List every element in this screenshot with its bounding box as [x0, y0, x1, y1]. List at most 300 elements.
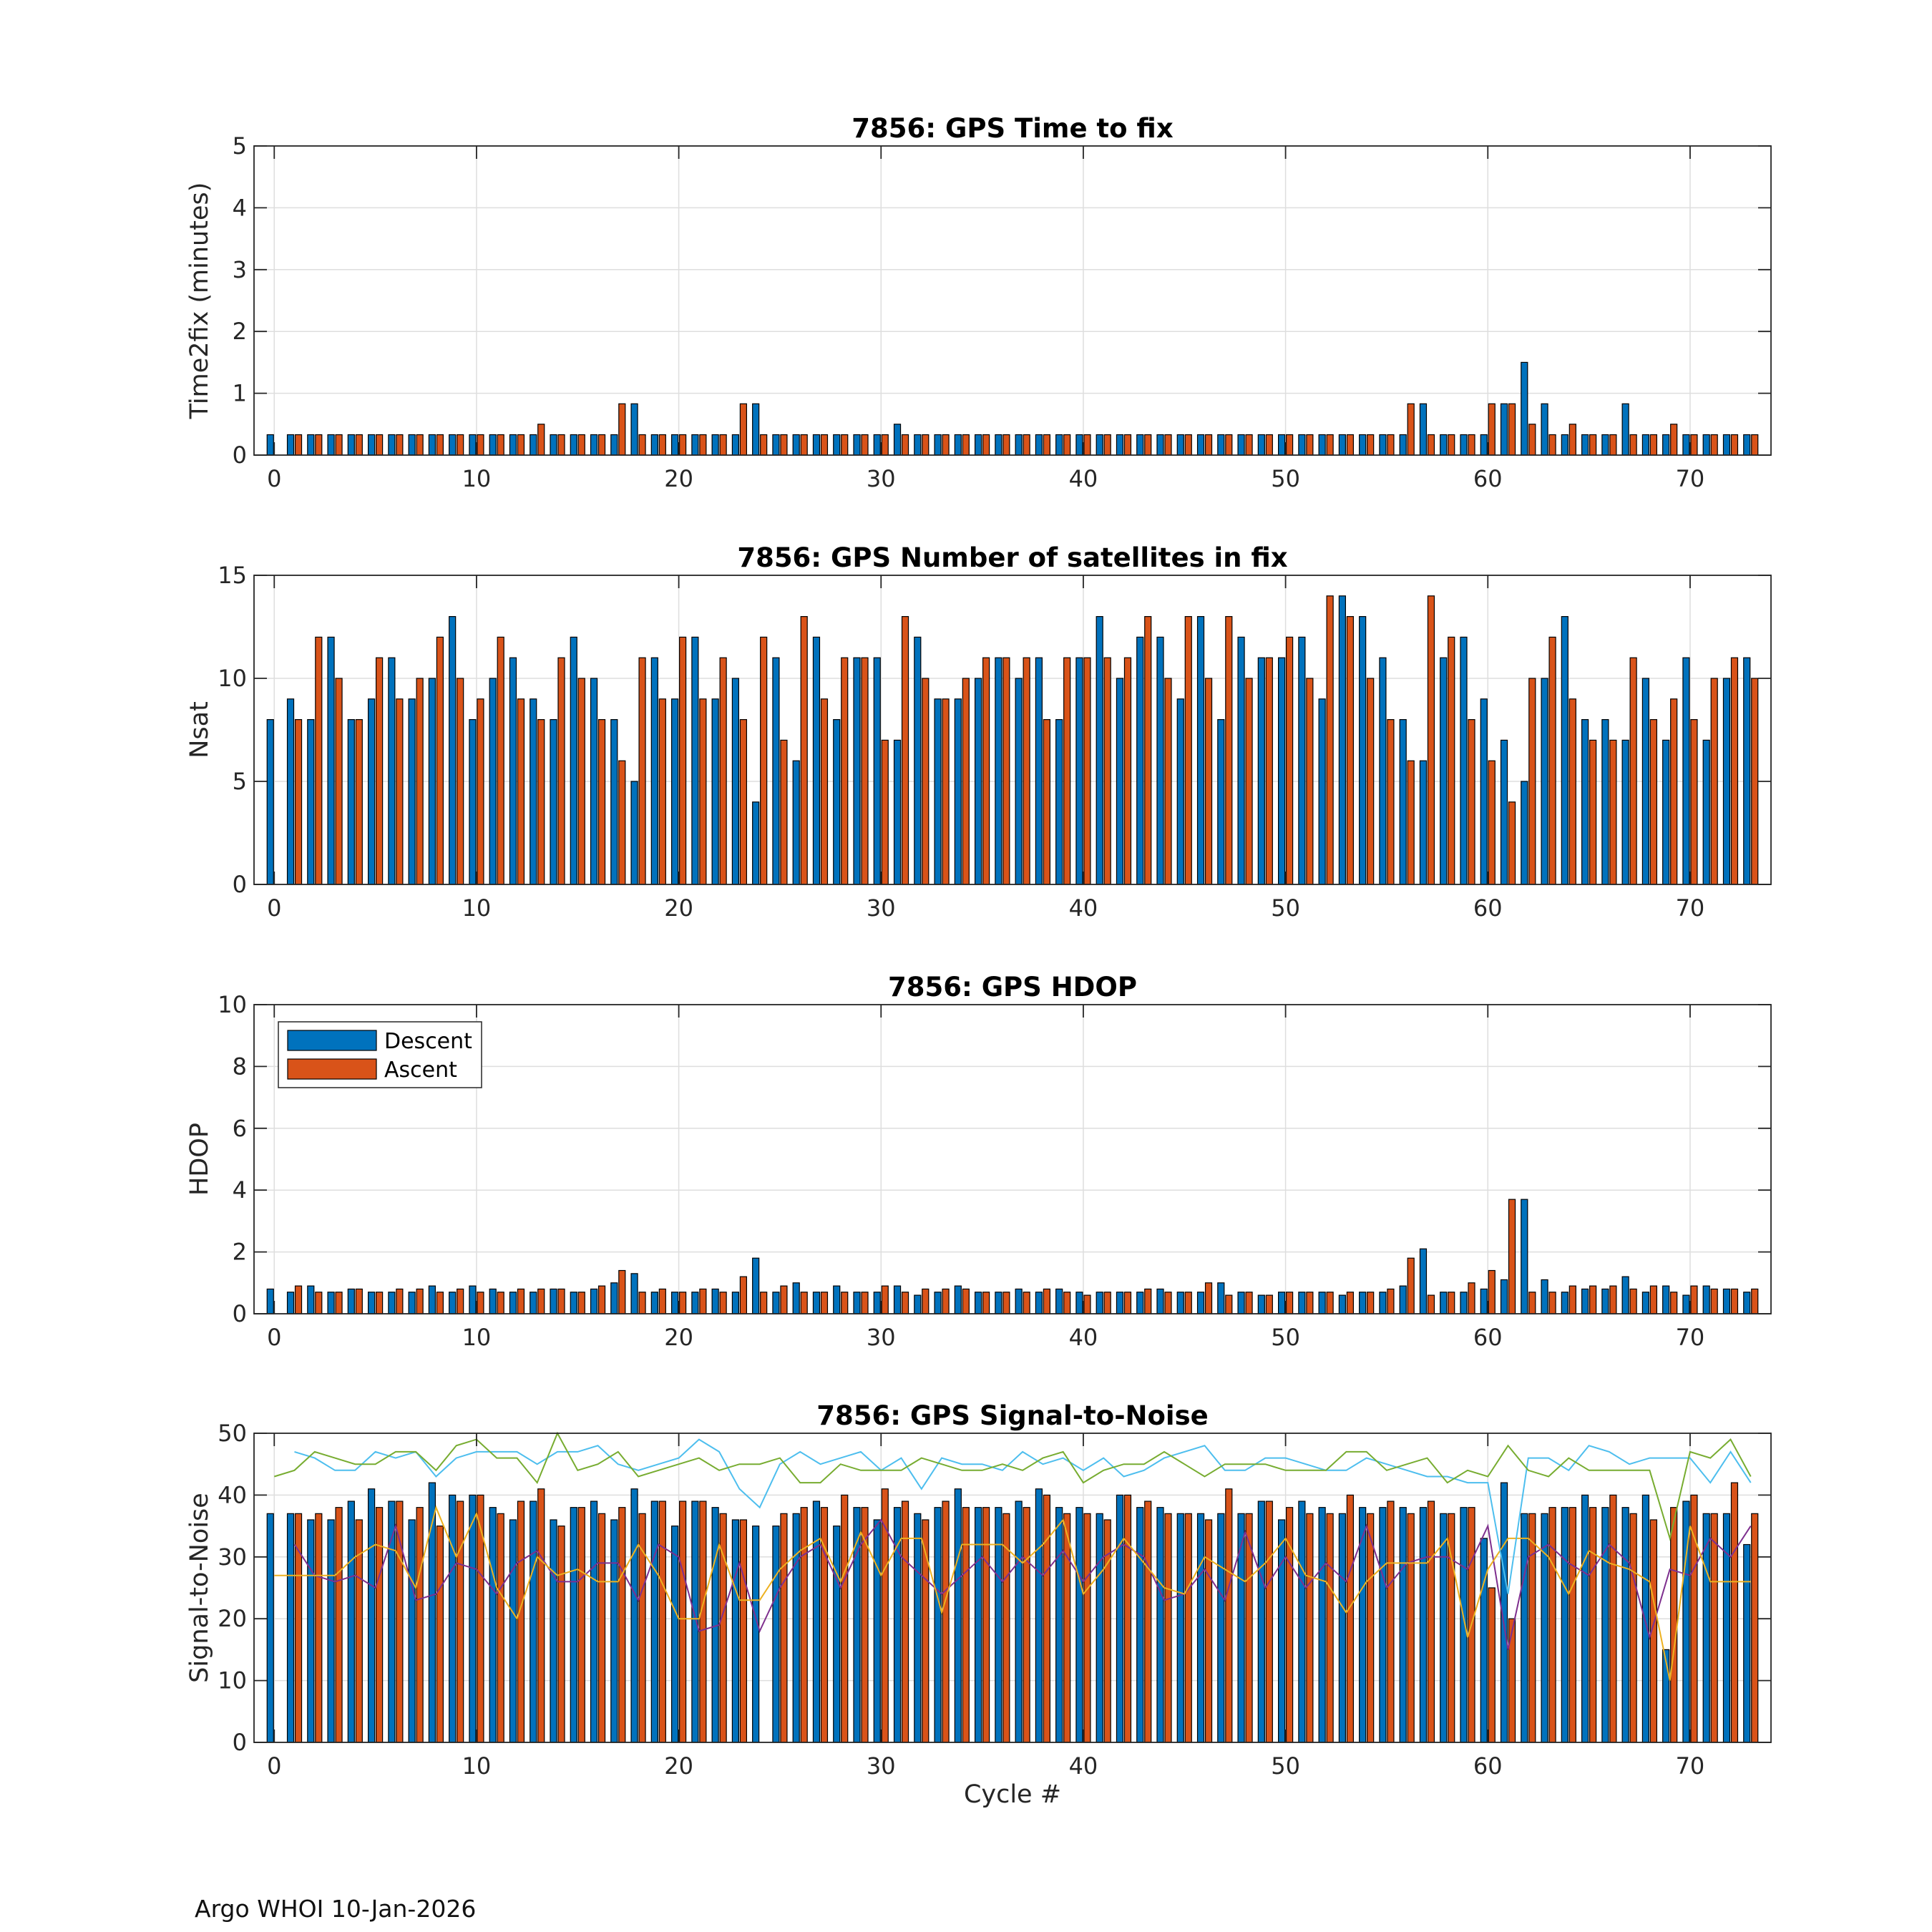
bar-descent-25: [773, 1292, 779, 1314]
bar-ascent-47: [1226, 434, 1232, 455]
bar-descent-12: [509, 434, 516, 455]
bar-descent-37: [1015, 678, 1022, 884]
bar-descent-45: [1177, 699, 1184, 884]
y-tick-label: 0: [232, 1300, 247, 1327]
bar-descent-47: [1218, 720, 1224, 884]
x-tick-label: 40: [1068, 465, 1098, 492]
bar-descent-59: [1460, 1508, 1467, 1742]
bar-descent-62: [1521, 362, 1528, 455]
bar-ascent-69: [1671, 699, 1677, 884]
bar-descent-4: [348, 1501, 354, 1742]
bar-ascent-41: [1104, 658, 1111, 884]
bar-descent-67: [1622, 1277, 1629, 1314]
x-tick-label: 60: [1473, 1752, 1503, 1780]
bar-ascent-39: [1064, 1513, 1070, 1742]
bar-descent-12: [509, 1292, 516, 1314]
bar-descent-53: [1339, 1513, 1345, 1742]
bar-ascent-27: [821, 1292, 827, 1314]
bar-ascent-8: [436, 434, 443, 455]
x-tick-label: 0: [267, 894, 282, 922]
bar-ascent-36: [1003, 434, 1010, 455]
bar-ascent-15: [578, 1292, 585, 1314]
x-tick-label: 0: [267, 465, 282, 492]
bar-ascent-69: [1671, 1292, 1677, 1314]
bar-ascent-1: [296, 434, 302, 455]
bar-descent-25: [773, 658, 779, 884]
bar-descent-62: [1521, 1513, 1528, 1742]
bar-descent-71: [1703, 740, 1709, 884]
bar-ascent-4: [356, 1289, 362, 1314]
bar-descent-35: [975, 678, 982, 884]
bar-ascent-64: [1569, 424, 1576, 455]
bar-descent-60: [1480, 699, 1487, 884]
bar-ascent-44: [1165, 678, 1171, 884]
x-tick-label: 50: [1271, 465, 1300, 492]
chart-title: 7856: GPS Signal-to-Noise: [816, 1400, 1209, 1431]
bar-descent-42: [1116, 1495, 1123, 1742]
bar-ascent-42: [1124, 658, 1131, 884]
bar-descent-62: [1521, 781, 1528, 884]
bar-descent-73: [1744, 658, 1750, 884]
bar-ascent-3: [336, 1292, 342, 1314]
panel-hdop: [185, 972, 1771, 1351]
x-tick-label: 60: [1473, 894, 1503, 922]
bar-ascent-16: [599, 434, 605, 455]
bar-ascent-73: [1752, 1513, 1758, 1742]
bar-descent-57: [1420, 1249, 1426, 1314]
bar-descent-0: [267, 720, 273, 884]
bar-descent-40: [1076, 1292, 1083, 1314]
bar-descent-28: [834, 720, 840, 884]
bar-descent-35: [975, 434, 982, 455]
bar-descent-43: [1137, 434, 1143, 455]
footer-credit: Argo WHOI 10-Jan-2026: [195, 1895, 477, 1923]
bar-ascent-3: [336, 1508, 342, 1742]
bar-ascent-29: [862, 1292, 868, 1314]
bar-descent-13: [530, 434, 537, 455]
y-tick-label: 20: [218, 1605, 247, 1633]
bar-ascent-65: [1590, 434, 1596, 455]
bar-descent-41: [1096, 1513, 1103, 1742]
bar-descent-67: [1622, 1508, 1629, 1742]
bar-ascent-43: [1145, 617, 1151, 884]
bar-descent-19: [651, 434, 658, 455]
bar-ascent-41: [1104, 434, 1111, 455]
bar-descent-59: [1460, 434, 1467, 455]
bar-ascent-15: [578, 1508, 585, 1742]
bar-ascent-23: [740, 404, 746, 455]
x-tick-label: 60: [1473, 465, 1503, 492]
bar-ascent-42: [1124, 1495, 1131, 1742]
bar-descent-70: [1683, 434, 1689, 455]
bar-descent-11: [489, 678, 496, 884]
bar-descent-48: [1238, 637, 1244, 884]
bar-ascent-32: [922, 1289, 929, 1314]
bar-ascent-25: [781, 1286, 787, 1314]
bar-descent-61: [1501, 740, 1508, 884]
bar-ascent-71: [1711, 1513, 1717, 1742]
bar-ascent-3: [336, 434, 342, 455]
bar-ascent-44: [1165, 1513, 1171, 1742]
bar-descent-39: [1056, 434, 1063, 455]
y-tick-label: 6: [232, 1114, 247, 1142]
bar-ascent-34: [962, 434, 969, 455]
bar-ascent-48: [1246, 1292, 1252, 1314]
bar-ascent-62: [1529, 1513, 1536, 1742]
bar-ascent-25: [781, 1513, 787, 1742]
bar-descent-25: [773, 434, 779, 455]
bar-ascent-72: [1731, 658, 1737, 884]
bar-descent-24: [753, 1258, 759, 1314]
bar-ascent-5: [376, 1508, 383, 1742]
bar-ascent-53: [1347, 434, 1353, 455]
bar-descent-38: [1035, 434, 1042, 455]
bar-ascent-45: [1185, 434, 1191, 455]
bar-descent-32: [914, 637, 921, 884]
bar-descent-29: [854, 658, 860, 884]
bar-descent-30: [874, 434, 880, 455]
bar-descent-0: [267, 1513, 273, 1742]
bar-ascent-72: [1731, 434, 1737, 455]
bar-descent-32: [914, 1295, 921, 1314]
bar-descent-51: [1299, 637, 1305, 884]
bar-ascent-61: [1509, 1199, 1516, 1314]
bar-descent-7: [409, 1520, 415, 1742]
bar-descent-7: [409, 1292, 415, 1314]
bar-descent-42: [1116, 434, 1123, 455]
bar-ascent-59: [1468, 434, 1475, 455]
bar-descent-44: [1157, 1508, 1163, 1742]
bar-ascent-73: [1752, 1289, 1758, 1314]
bar-descent-30: [874, 658, 880, 884]
bar-ascent-66: [1610, 1286, 1616, 1314]
bar-ascent-6: [396, 1289, 403, 1314]
bar-ascent-13: [538, 1289, 545, 1314]
x-tick-label: 50: [1271, 1752, 1300, 1780]
bar-ascent-19: [659, 434, 665, 455]
bar-ascent-48: [1246, 678, 1252, 884]
bar-ascent-18: [639, 434, 645, 455]
bar-ascent-10: [477, 434, 484, 455]
bar-descent-44: [1157, 637, 1163, 884]
bar-ascent-21: [700, 1289, 706, 1314]
bar-descent-56: [1400, 1508, 1406, 1742]
bar-descent-60: [1480, 434, 1487, 455]
bar-descent-54: [1360, 617, 1366, 884]
panel-time-to-fix: [185, 113, 1771, 492]
bar-descent-26: [793, 1513, 799, 1742]
bar-ascent-5: [376, 658, 383, 884]
bar-descent-2: [308, 1286, 314, 1314]
bar-descent-73: [1744, 434, 1750, 455]
bar-descent-36: [995, 1292, 1002, 1314]
bar-ascent-8: [436, 1292, 443, 1314]
bar-ascent-20: [680, 434, 686, 455]
bar-descent-17: [611, 720, 618, 884]
bar-ascent-38: [1043, 434, 1050, 455]
x-tick-label: 40: [1068, 1324, 1098, 1351]
bar-ascent-28: [841, 1292, 848, 1314]
bar-ascent-19: [659, 699, 665, 884]
bar-ascent-56: [1407, 1258, 1414, 1314]
bar-descent-5: [369, 1489, 375, 1742]
bar-ascent-56: [1407, 404, 1414, 455]
bar-descent-52: [1319, 1292, 1325, 1314]
bar-descent-14: [550, 1520, 557, 1742]
y-tick-label: 0: [232, 441, 247, 469]
bar-ascent-39: [1064, 1292, 1070, 1314]
bar-descent-0: [267, 1289, 273, 1314]
bar-descent-64: [1561, 617, 1568, 884]
bar-ascent-51: [1307, 1513, 1313, 1742]
bar-ascent-23: [740, 1520, 746, 1742]
y-tick-label: 2: [232, 318, 247, 346]
bar-descent-19: [651, 1292, 658, 1314]
x-tick-label: 10: [462, 465, 492, 492]
bar-descent-52: [1319, 1508, 1325, 1742]
bar-descent-41: [1096, 434, 1103, 455]
bar-ascent-6: [396, 699, 403, 884]
bar-descent-46: [1198, 434, 1204, 455]
bar-ascent-2: [316, 434, 322, 455]
bar-descent-36: [995, 434, 1002, 455]
bar-descent-14: [550, 1289, 557, 1314]
bar-descent-18: [631, 1274, 638, 1314]
bar-descent-42: [1116, 1292, 1123, 1314]
bar-descent-63: [1541, 404, 1548, 455]
bar-ascent-10: [477, 699, 484, 884]
bar-descent-39: [1056, 1289, 1063, 1314]
bar-ascent-61: [1509, 404, 1516, 455]
bar-ascent-63: [1549, 434, 1556, 455]
bar-descent-46: [1198, 1292, 1204, 1314]
bar-descent-18: [631, 1489, 638, 1742]
bar-ascent-34: [962, 1289, 969, 1314]
y-axis-label: Nsat: [185, 701, 214, 758]
bar-ascent-17: [619, 1508, 625, 1742]
bar-ascent-55: [1387, 1501, 1394, 1742]
bar-descent-49: [1258, 434, 1264, 455]
bar-descent-21: [692, 434, 698, 455]
bar-descent-3: [328, 637, 334, 884]
bar-descent-28: [834, 434, 840, 455]
bar-ascent-22: [720, 658, 726, 884]
bar-descent-22: [712, 1289, 718, 1314]
bar-descent-6: [389, 434, 395, 455]
x-tick-label: 20: [664, 1324, 693, 1351]
bar-ascent-16: [599, 720, 605, 884]
bar-ascent-64: [1569, 699, 1576, 884]
bar-descent-17: [611, 1520, 618, 1742]
bar-ascent-72: [1731, 1289, 1737, 1314]
bar-descent-27: [813, 637, 819, 884]
bar-descent-1: [288, 699, 294, 884]
bar-ascent-54: [1367, 1292, 1374, 1314]
bar-descent-3: [328, 1520, 334, 1742]
bar-descent-12: [509, 1520, 516, 1742]
bar-ascent-20: [680, 637, 686, 884]
bar-descent-72: [1723, 1289, 1729, 1314]
bar-ascent-34: [962, 1508, 969, 1742]
legend-label-ascent: Ascent: [384, 1058, 457, 1083]
bar-ascent-8: [436, 637, 443, 884]
y-tick-label: 5: [232, 768, 247, 795]
bar-descent-68: [1642, 1292, 1649, 1314]
bar-ascent-51: [1307, 678, 1313, 884]
y-tick-label: 8: [232, 1053, 247, 1080]
bar-descent-54: [1360, 434, 1366, 455]
bar-descent-9: [449, 1495, 456, 1742]
bar-descent-33: [935, 434, 941, 455]
bar-descent-31: [894, 424, 901, 455]
bar-descent-32: [914, 1513, 921, 1742]
panel-signal-to-noise: [185, 1400, 1771, 1809]
bar-ascent-9: [457, 434, 464, 455]
bar-ascent-52: [1327, 1292, 1333, 1314]
bar-descent-57: [1420, 1508, 1426, 1742]
bar-ascent-32: [922, 434, 929, 455]
bar-ascent-24: [761, 637, 767, 884]
bar-descent-7: [409, 699, 415, 884]
bar-descent-55: [1380, 1292, 1386, 1314]
bar-descent-52: [1319, 434, 1325, 455]
bar-descent-10: [469, 1286, 476, 1314]
bar-ascent-42: [1124, 1292, 1131, 1314]
bar-descent-8: [429, 434, 435, 455]
bar-descent-54: [1360, 1292, 1366, 1314]
bar-descent-26: [793, 761, 799, 884]
y-tick-label: 0: [232, 871, 247, 898]
bar-ascent-19: [659, 1501, 665, 1742]
bar-descent-67: [1622, 404, 1629, 455]
bar-ascent-38: [1043, 720, 1050, 884]
bar-ascent-57: [1428, 434, 1434, 455]
bar-ascent-65: [1590, 1508, 1596, 1742]
bar-ascent-53: [1347, 1495, 1353, 1742]
bar-ascent-4: [356, 434, 362, 455]
bar-ascent-10: [477, 1495, 484, 1742]
bar-descent-53: [1339, 596, 1345, 884]
bar-descent-47: [1218, 1283, 1224, 1314]
bar-descent-37: [1015, 1501, 1022, 1742]
bar-ascent-63: [1549, 637, 1556, 884]
bar-ascent-59: [1468, 720, 1475, 884]
bar-descent-72: [1723, 434, 1729, 455]
x-tick-label: 70: [1675, 1324, 1705, 1351]
bar-descent-5: [369, 699, 375, 884]
bar-ascent-51: [1307, 434, 1313, 455]
bar-descent-5: [369, 434, 375, 455]
bar-ascent-65: [1590, 740, 1596, 884]
bar-ascent-58: [1448, 434, 1455, 455]
bar-descent-27: [813, 434, 819, 455]
bar-descent-70: [1683, 1295, 1689, 1314]
bar-descent-33: [935, 1292, 941, 1314]
bar-ascent-1: [296, 1286, 302, 1314]
bar-descent-35: [975, 1508, 982, 1742]
bar-ascent-16: [599, 1286, 605, 1314]
x-tick-label: 10: [462, 894, 492, 922]
bar-descent-59: [1460, 637, 1467, 884]
bar-ascent-50: [1287, 637, 1293, 884]
bar-ascent-47: [1226, 617, 1232, 884]
bar-ascent-35: [983, 658, 990, 884]
bar-ascent-33: [942, 1289, 949, 1314]
bar-ascent-10: [477, 1292, 484, 1314]
bar-ascent-2: [316, 637, 322, 884]
bar-descent-6: [389, 1292, 395, 1314]
bar-descent-51: [1299, 434, 1305, 455]
bar-descent-3: [328, 434, 334, 455]
bar-descent-58: [1440, 1292, 1447, 1314]
bar-descent-24: [753, 1526, 759, 1742]
bar-ascent-14: [558, 434, 565, 455]
bar-ascent-11: [497, 1513, 504, 1742]
bar-ascent-30: [882, 740, 888, 884]
bar-descent-10: [469, 434, 476, 455]
bar-descent-49: [1258, 1501, 1264, 1742]
bar-descent-59: [1460, 1292, 1467, 1314]
bar-ascent-35: [983, 1292, 990, 1314]
bar-ascent-46: [1206, 678, 1212, 884]
bar-ascent-58: [1448, 1292, 1455, 1314]
bar-descent-50: [1279, 1520, 1285, 1742]
bar-ascent-57: [1428, 1295, 1434, 1314]
bar-ascent-14: [558, 1526, 565, 1742]
bar-ascent-71: [1711, 1289, 1717, 1314]
bar-descent-15: [570, 434, 577, 455]
bar-ascent-66: [1610, 740, 1616, 884]
bar-descent-23: [732, 1520, 738, 1742]
x-axis-label: Cycle #: [963, 1780, 1062, 1809]
bar-ascent-11: [497, 637, 504, 884]
chart-title: 7856: GPS Number of satellites in fix: [737, 542, 1288, 573]
bar-descent-9: [449, 434, 456, 455]
bar-ascent-71: [1711, 434, 1717, 455]
bar-descent-35: [975, 1292, 982, 1314]
bar-ascent-29: [862, 434, 868, 455]
bar-ascent-60: [1488, 1271, 1495, 1314]
y-tick-label: 4: [232, 1176, 247, 1204]
bar-ascent-37: [1023, 434, 1030, 455]
bar-descent-33: [935, 1508, 941, 1742]
bar-ascent-46: [1206, 1283, 1212, 1314]
bar-ascent-62: [1529, 678, 1536, 884]
bar-descent-20: [672, 699, 678, 884]
bar-ascent-22: [720, 434, 726, 455]
bar-descent-17: [611, 434, 618, 455]
bar-descent-45: [1177, 434, 1184, 455]
bar-ascent-49: [1266, 1501, 1272, 1742]
bar-ascent-38: [1043, 1495, 1050, 1742]
bar-ascent-21: [700, 1501, 706, 1742]
bar-descent-40: [1076, 1508, 1083, 1742]
bar-ascent-62: [1529, 1292, 1536, 1314]
bar-descent-16: [591, 1501, 597, 1742]
bar-ascent-58: [1448, 637, 1455, 884]
bar-descent-67: [1622, 740, 1629, 884]
bar-ascent-12: [517, 1289, 524, 1314]
bar-descent-65: [1582, 720, 1589, 884]
bar-ascent-26: [801, 434, 807, 455]
bar-descent-55: [1380, 658, 1386, 884]
bar-ascent-37: [1023, 658, 1030, 884]
bar-descent-73: [1744, 1545, 1750, 1742]
bar-ascent-32: [922, 678, 929, 884]
bar-ascent-50: [1287, 434, 1293, 455]
bar-ascent-41: [1104, 1292, 1111, 1314]
bar-ascent-13: [538, 1489, 545, 1742]
